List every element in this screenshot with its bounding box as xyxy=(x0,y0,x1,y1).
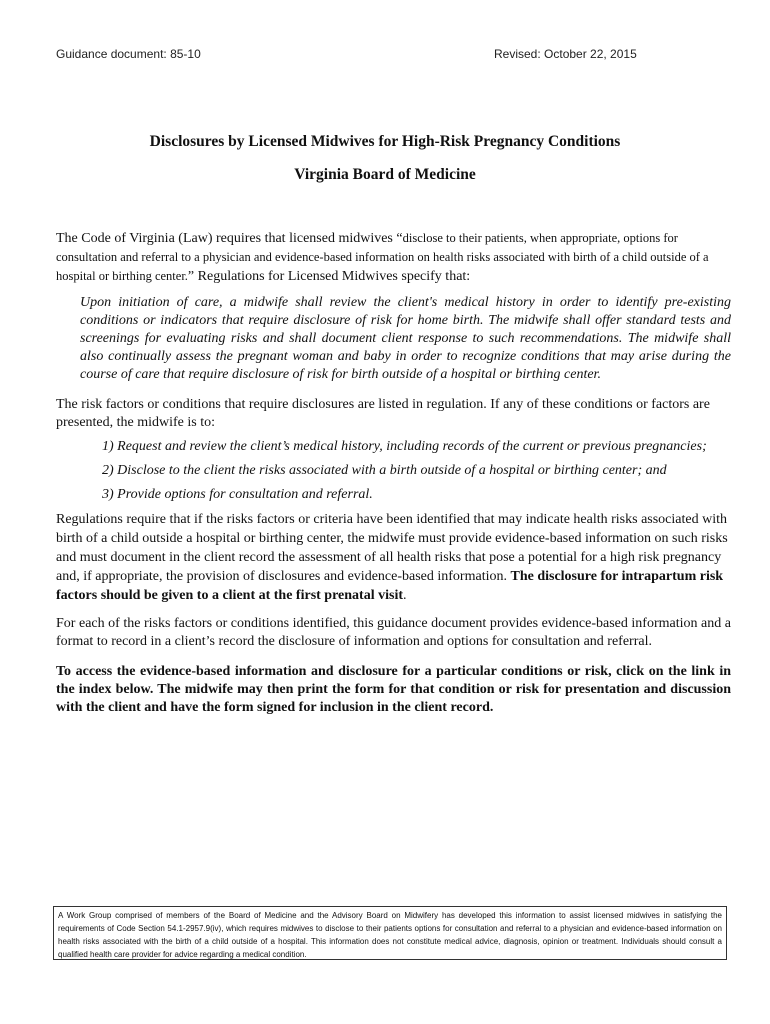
intrapartum-note: The disclosure for intrapartum risk factors should be given to a client at the first prenatal visit xyxy=(56,569,724,603)
regulations-text: Regulations require that if the risks factors or criteria have been identified that may indicate health risks associated with birth of a child outside a hospital or birthing center, the midwife must provide evidence-based information on such risks and must document in the client record the assessment of all health risks that pose a potential for a high risk pregnancy and, if appropriate, the provision of disclosures and evidence-based information. xyxy=(56,512,728,584)
step-item: 3) Provide options for consultation and referral. xyxy=(102,487,373,502)
guidance-paragraph: For each of the risks factors or conditions identified, this guidance document provides evidence-based information and a format to record in a client’s record the disclosure of information and options for consultation and referral. xyxy=(56,616,731,649)
document-body xyxy=(56,229,731,717)
code-quotation: disclose to their patients, when appropriate, options for consultation and referral to a physician and evidence-based information on health risks associated with birth of a child outside of a hospital or birthing center. xyxy=(56,231,709,283)
steps-list xyxy=(102,438,731,504)
document-id: Guidance document: 85-10 xyxy=(56,47,201,61)
document-subtitle: Virginia Board of Medicine xyxy=(294,166,476,183)
intro-paragraph xyxy=(56,229,731,286)
regulations-end: . xyxy=(403,588,407,603)
intro-text-end: ” Regulations for Licensed Midwives specify that: xyxy=(187,269,471,284)
access-instructions: To access the evidence-based information and disclosure for a particular conditions or risk, click on the link in the index below. The midwife may then print the form for that condition or risk for presentation and discussion with the client and have the form signed for inclusion in the client record. xyxy=(56,664,731,715)
revised-date: Revised: October 22, 2015 xyxy=(494,47,637,61)
risk-intro-paragraph: The risk factors or conditions that require disclosures are listed in regulation. If any of these conditions or factors are presented, the midwife is to: xyxy=(56,397,710,430)
footnote-box: A Work Group comprised of members of the Board of Medicine and the Advisory Board on Midwifery has developed this information to assist licensed midwives in satisfying the requirements of Code Section 54.1-2957.9(iv), which requires midwives to disclose to their patients options for consultation and referral to a physician and evidence-based information on health risks associated with the birth of a child outside of a hospital. This information does not constitute medical advice, diagnosis, opinion or treatment. Individuals should consult a qualified health care provider for advice regarding a medical condition. xyxy=(53,906,727,960)
regulation-quote: Upon initiation of care, a midwife shall review the client's medical history in order to identify pre-existing conditions or indicators that require disclosure of risk for home birth. The midwife shall offer standard tests and screenings for evaluating risks and shall document client response to such recommendations. The midwife shall also continually assess the pregnant woman and baby in order to recognize conditions that may arise during the course of care that require disclosure of risk for birth outside of a hospital or birthing center. xyxy=(80,295,731,382)
regulations-paragraph xyxy=(56,510,731,605)
step-item: 1) Request and review the client’s medical history, including records of the current or previous pregnancies; xyxy=(102,439,707,454)
step-item: 2) Disclose to the client the risks associated with a birth outside of a hospital or birthing center; and xyxy=(102,463,667,478)
document-title: Disclosures by Licensed Midwives for High-Risk Pregnancy Conditions xyxy=(149,133,621,150)
intro-text-start: The Code of Virginia (Law) requires that licensed midwives “ xyxy=(56,231,403,246)
